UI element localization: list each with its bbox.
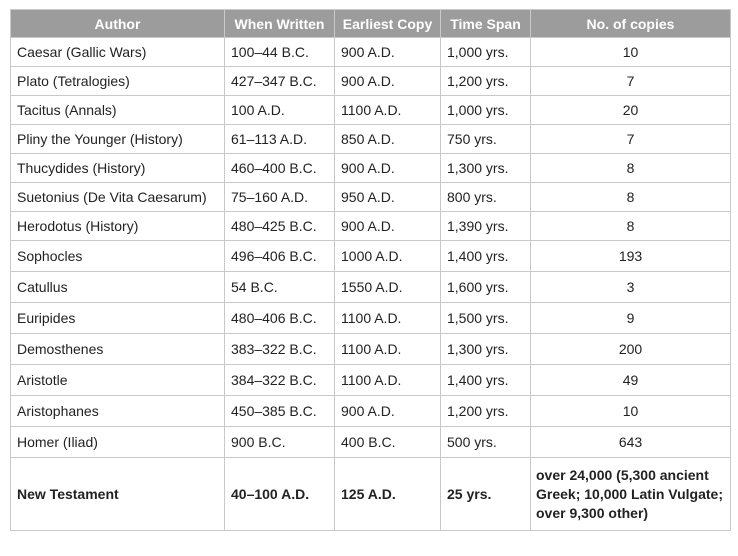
cell-copies: 200 (531, 334, 731, 365)
cell-author: Aristotle (11, 365, 225, 396)
table-row (11, 427, 731, 458)
cell-time-span: 800 yrs. (441, 183, 531, 212)
cell-when-written: 450–385 B.C. (225, 396, 335, 427)
cell-earliest-copy: 900 A.D. (335, 212, 441, 241)
cell-time-span: 1,500 yrs. (441, 303, 531, 334)
cell-earliest-copy: 1100 A.D. (335, 334, 441, 365)
cell-copies: 10 (531, 38, 731, 67)
cell-author: Euripides (11, 303, 225, 334)
header-row (11, 10, 731, 38)
cell-time-span: 1,000 yrs. (441, 96, 531, 125)
table-row (11, 396, 731, 427)
cell-earliest-copy: 950 A.D. (335, 183, 441, 212)
cell-when-written: 54 B.C. (225, 272, 335, 303)
manuscript-comparison-table (10, 9, 731, 531)
cell-copies: 643 (531, 427, 731, 458)
cell-time-span: 1,390 yrs. (441, 212, 531, 241)
cell-copies: 3 (531, 272, 731, 303)
cell-copies: 8 (531, 154, 731, 183)
table-row (11, 67, 731, 96)
table-row (11, 365, 731, 396)
cell-copies: over 24,000 (5,300 ancient Greek; 10,000 Latin Vulgate; over 9,300 other) (531, 458, 731, 531)
cell-earliest-copy: 900 A.D. (335, 396, 441, 427)
cell-time-span: 1,400 yrs. (441, 241, 531, 272)
cell-author: Pliny the Younger (History) (11, 125, 225, 154)
header-earliest-copy: Earliest Copy (335, 10, 441, 38)
cell-when-written: 383–322 B.C. (225, 334, 335, 365)
cell-when-written: 460–400 B.C. (225, 154, 335, 183)
table-row (11, 154, 731, 183)
cell-earliest-copy: 1100 A.D. (335, 303, 441, 334)
cell-author: Caesar (Gallic Wars) (11, 38, 225, 67)
cell-earliest-copy: 850 A.D. (335, 125, 441, 154)
table-body (11, 38, 731, 531)
cell-earliest-copy: 1000 A.D. (335, 241, 441, 272)
cell-time-span: 1,300 yrs. (441, 334, 531, 365)
cell-when-written: 480–406 B.C. (225, 303, 335, 334)
cell-when-written: 61–113 A.D. (225, 125, 335, 154)
cell-copies: 8 (531, 212, 731, 241)
cell-earliest-copy: 1100 A.D. (335, 96, 441, 125)
cell-earliest-copy: 1100 A.D. (335, 365, 441, 396)
cell-author: Sophocles (11, 241, 225, 272)
table-header (11, 10, 731, 38)
table-row (11, 334, 731, 365)
header-no-of-copies: No. of copies (531, 10, 731, 38)
cell-author: Aristophanes (11, 396, 225, 427)
cell-when-written: 100 A.D. (225, 96, 335, 125)
cell-earliest-copy: 1550 A.D. (335, 272, 441, 303)
cell-earliest-copy: 900 A.D. (335, 38, 441, 67)
cell-time-span: 500 yrs. (441, 427, 531, 458)
table-row (11, 125, 731, 154)
cell-author: Plato (Tetralogies) (11, 67, 225, 96)
cell-time-span: 1,300 yrs. (441, 154, 531, 183)
cell-copies: 49 (531, 365, 731, 396)
cell-time-span: 1,200 yrs. (441, 67, 531, 96)
cell-author: Catullus (11, 272, 225, 303)
cell-when-written: 100–44 B.C. (225, 38, 335, 67)
header-time-span: Time Span (441, 10, 531, 38)
cell-earliest-copy: 125 A.D. (335, 458, 441, 531)
cell-copies: 9 (531, 303, 731, 334)
cell-time-span: 1,400 yrs. (441, 365, 531, 396)
cell-earliest-copy: 900 A.D. (335, 154, 441, 183)
cell-author: New Testament (11, 458, 225, 531)
table-row (11, 303, 731, 334)
cell-time-span: 750 yrs. (441, 125, 531, 154)
cell-copies: 8 (531, 183, 731, 212)
cell-when-written: 40–100 A.D. (225, 458, 335, 531)
cell-copies: 7 (531, 67, 731, 96)
cell-author: Herodotus (History) (11, 212, 225, 241)
cell-time-span: 25 yrs. (441, 458, 531, 531)
table-row (11, 241, 731, 272)
table-row (11, 212, 731, 241)
cell-when-written: 384–322 B.C. (225, 365, 335, 396)
cell-author: Tacitus (Annals) (11, 96, 225, 125)
cell-time-span: 1,600 yrs. (441, 272, 531, 303)
cell-when-written: 496–406 B.C. (225, 241, 335, 272)
cell-copies: 20 (531, 96, 731, 125)
cell-when-written: 480–425 B.C. (225, 212, 335, 241)
header-author: Author (11, 10, 225, 38)
table-row (11, 272, 731, 303)
cell-author: Homer (Iliad) (11, 427, 225, 458)
cell-copies: 10 (531, 396, 731, 427)
table-row (11, 183, 731, 212)
table-row (11, 96, 731, 125)
cell-author: Thucydides (History) (11, 154, 225, 183)
cell-when-written: 427–347 B.C. (225, 67, 335, 96)
cell-author: Demosthenes (11, 334, 225, 365)
cell-copies: 7 (531, 125, 731, 154)
cell-when-written: 75–160 A.D. (225, 183, 335, 212)
cell-author: Suetonius (De Vita Caesarum) (11, 183, 225, 212)
cell-time-span: 1,000 yrs. (441, 38, 531, 67)
table-row (11, 38, 731, 67)
cell-earliest-copy: 400 B.C. (335, 427, 441, 458)
cell-time-span: 1,200 yrs. (441, 396, 531, 427)
cell-when-written: 900 B.C. (225, 427, 335, 458)
table-row-new-testament (11, 458, 731, 531)
cell-copies: 193 (531, 241, 731, 272)
header-when-written: When Written (225, 10, 335, 38)
cell-earliest-copy: 900 A.D. (335, 67, 441, 96)
